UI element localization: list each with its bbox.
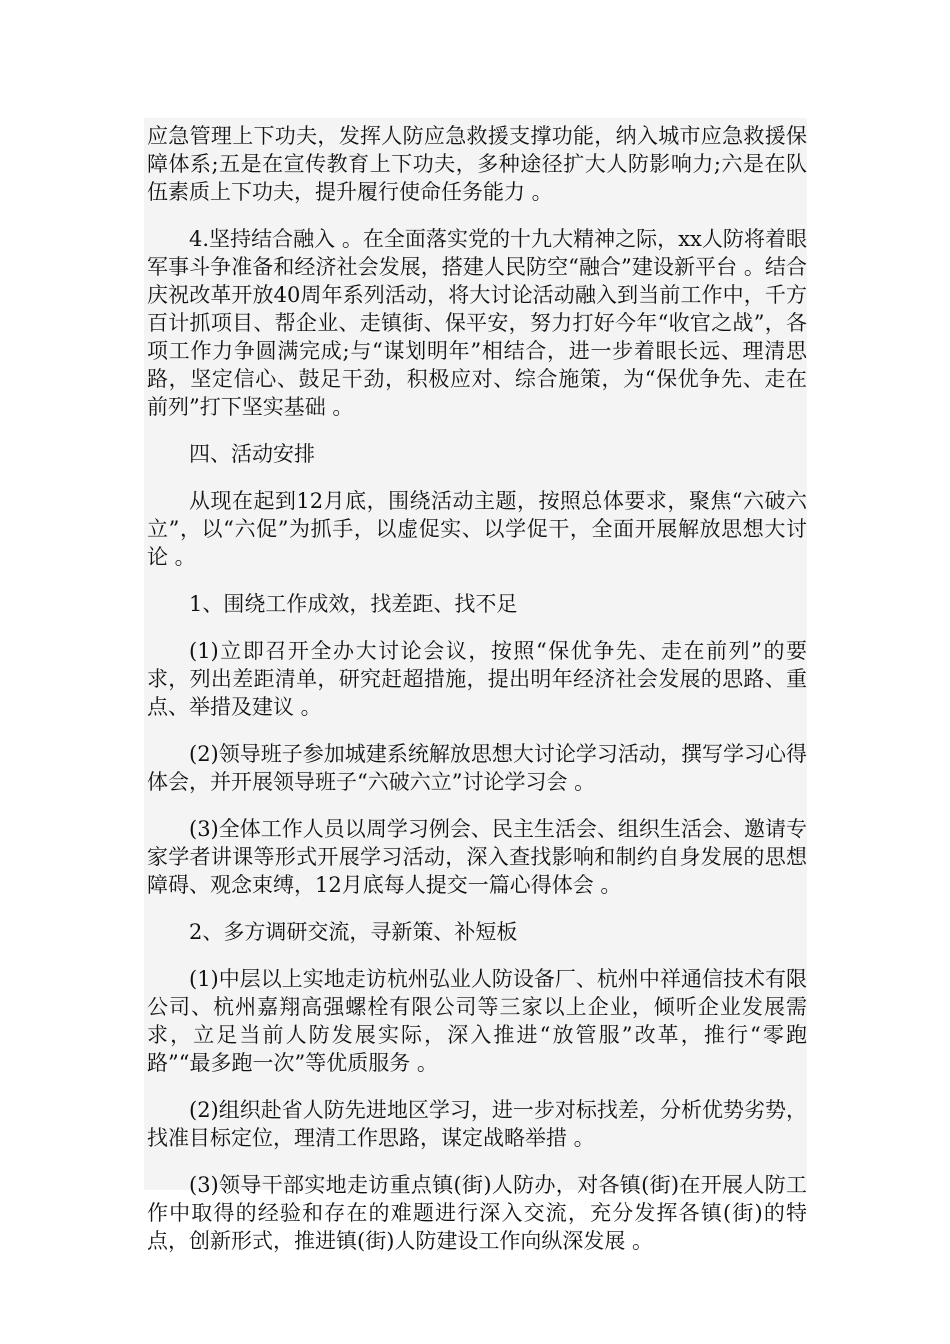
paragraph-11: (2)组织赴省人防先进地区学习，进一步对标找差，分析优势劣势，找准目标定位，理清工作思路，谋定战略举措 。 <box>147 1098 807 1150</box>
paragraph-12: (3)领导干部实地走访重点镇(街)人防办，对各镇(街)在开展人防工作中取得的经验和存在的难题进行深入交流，充分发挥各镇(街)的特点，创新形式，推进镇(街)人防建设工作向纵深发展 。 <box>147 1173 807 1253</box>
paragraph-1: 应急管理上下功夫，发挥人防应急救援支撑功能，纳入城市应急救援保障体系;五是在宣传教育上下功夫，多种途径扩大人防影响力;六是在队伍素质上下功夫，提升履行使命任务能力 。 <box>147 124 807 204</box>
paragraph-4: 从现在起到12月底，围绕活动主题，按照总体要求，聚焦“六破六立”，以“六促”为抓手，以虚促实、以学促干，全面开展解放思想大讨论 。 <box>147 489 807 569</box>
document-body <box>147 122 807 1274</box>
paragraph-2: 4.坚持结合融入 。在全面落实党的十九大精神之际，xx人防将着眼军事斗争准备和经济社会发展，搭建人民防空“融合”建设新平台 。结合庆祝改革开放40周年系列活动，将大讨论活动融入到当前工作中，千方百计抓项目、帮企业、走镇街、保平安，努力打好今年“收官之战”，各项工作力争圆满完成;与“谋划明年”相结合，进一步着眼长远、理清思路，坚定信心、鼓足干劲，积极应对、综合施策，为“保优争先、走在前列”打下坚实基础 。 <box>147 227 807 419</box>
subheading-1: 1、围绕工作成效，找差距、找不足 <box>189 592 518 616</box>
paragraph-8: (3)全体工作人员以周学习例会、民主生活会、组织生活会、邀请专家学者讲课等形式开展学习活动，深入查找影响和制约自身发展的思想障碍、观念束缚，12月底每人提交一篇心得体会 。 <box>147 817 807 897</box>
paragraph-7: (2)领导班子参加城建系统解放思想大讨论学习活动，撰写学习心得体会，并开展领导班子“六破六立”讨论学习会 。 <box>147 742 807 794</box>
paragraph-6: (1)立即召开全办大讨论会议，按照“保优争先、走在前列”的要求，列出差距清单，研究赶超措施，提出明年经济社会发展的思路、重点、举措及建议 。 <box>147 639 807 719</box>
section-heading-4: 四、活动安排 <box>189 442 315 466</box>
paragraph-10: (1)中层以上实地走访杭州弘业人防设备厂、杭州中祥通信技术有限公司、杭州嘉翔高强螺栓有限公司等三家以上企业，倾听企业发展需求，立足当前人防发展实际，深入推进“放管服”改革，推行“零跑路”“最多跑一次”等优质服务 。 <box>147 967 807 1075</box>
subheading-2: 2、多方调研交流，寻新策、补短板 <box>189 920 518 944</box>
